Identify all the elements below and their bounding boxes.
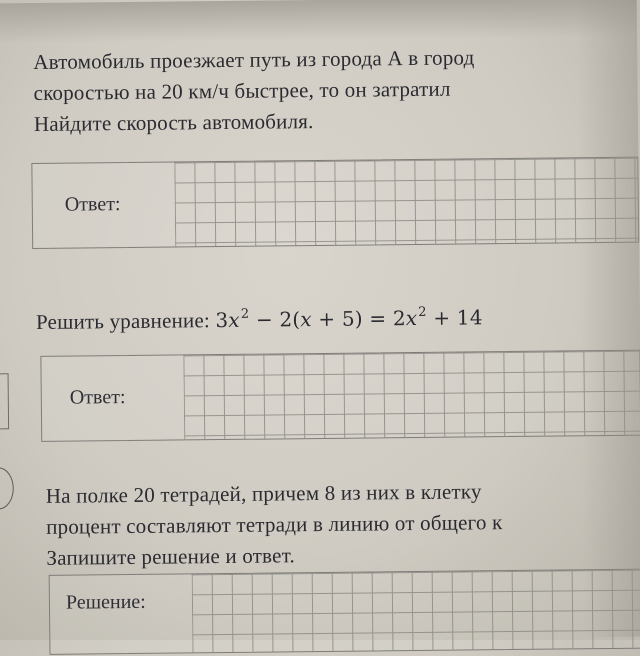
task3-number-circle bbox=[0, 467, 14, 509]
task2-side-marker bbox=[0, 373, 9, 429]
task1-line-2: скоростью на 20 км/ч быстрее, то он затратил bbox=[33, 76, 451, 105]
task3-line-3: Запишите решение и ответ. bbox=[46, 543, 296, 570]
task2-answer-label: Ответ: bbox=[69, 386, 126, 409]
task3-solution-label: Решение: bbox=[65, 590, 146, 614]
task1-line-3: Найдите скорость автомобиля. bbox=[33, 109, 314, 136]
task2-answer-box[interactable] bbox=[40, 350, 640, 442]
task2-equation: $3x^2 - 2(x + 5) = 2x^2 + 14$ bbox=[215, 304, 483, 333]
page-shadow-right bbox=[577, 0, 640, 637]
task1-answer-grid[interactable] bbox=[174, 158, 638, 247]
task1-line-1: Автомобиль проезжает путь из города А в город bbox=[33, 45, 475, 74]
page-shadow-top bbox=[0, 0, 637, 43]
task3-line-2: процент составляют тетради в линию от общего к bbox=[46, 510, 503, 539]
task2-answer-grid[interactable] bbox=[183, 351, 640, 440]
task3-text bbox=[46, 476, 503, 574]
task3-line-1: На полке 20 тетрадей, причем 8 из них в клетку bbox=[45, 479, 482, 508]
task1-text bbox=[33, 42, 475, 140]
task2-prompt: Решить уравнение: bbox=[35, 308, 216, 334]
task1-answer-box[interactable] bbox=[31, 157, 639, 249]
task3-solution-box[interactable] bbox=[49, 569, 640, 655]
task1-answer-label: Ответ: bbox=[64, 193, 121, 216]
task2-text bbox=[36, 302, 483, 341]
